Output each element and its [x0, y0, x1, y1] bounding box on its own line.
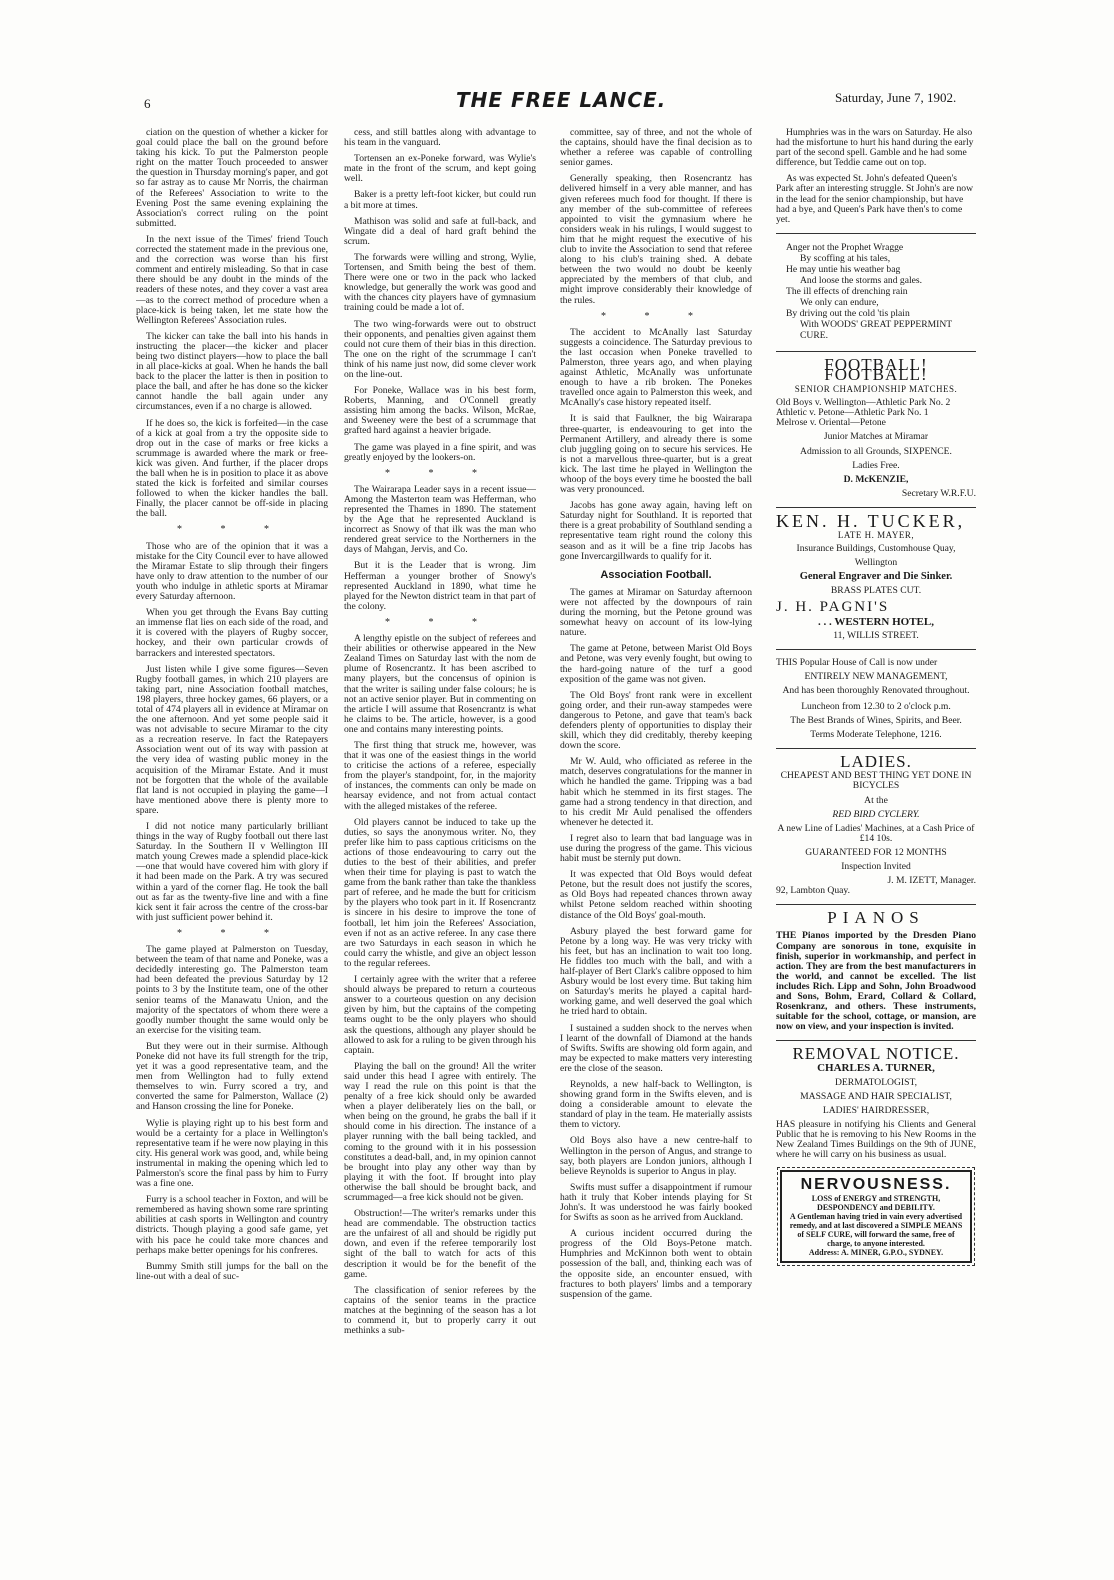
paragraph: Generally speaking, then Rosencrantz has delivered himself in a very able manner, and has given referees much food for thought. If there is any member of the sub-committee of referees appointed to visit the gymnasium where he considers weak in his rulings, I would suggest to him that he might request the executive of his club to invite the Association to send that referee along to his club's training shed. A debate between the two would no doubt be keenly appreciated by the members of that club, and might improve considerably their knowledge of the rules.: [560, 173, 752, 306]
ad-headline: NERVOUSNESS.: [800, 1176, 952, 1194]
paragraph: The kicker can take the ball into his hands in instructing the placer—the kicker and placer being two distinct players—how to place the ball in all place-kicks at goal. When he hands the ball back to the placer the latter is then in position to place the ball, and after he has done so the kicker cannot handle the ball again under any circumstances, even if a no charge is allowed.: [136, 330, 328, 413]
poem-line: With WOODS' GREAT PEPPERMINT CURE.: [800, 318, 952, 341]
pianos-ad: [776, 908, 976, 1033]
paragraph: Tortensen an ex-Poneke forward, was Wylie's mate in the front of the scrum, and kept going well.: [344, 153, 536, 185]
ad-line: ENTIRELY NEW MANAGEMENT,: [804, 670, 948, 682]
paragraph: ciation on the question of whether a kicker for goal could place the ball on the ground before taking his kick. To put the Palmerston people right on the matter Touch proceeded to answer the question in Thursday morning's paper, and got so far astray as to cause Mr Norris, the chairman of the Referees' Association to write to the Evening Post the same evening explaining the Association's correct ruling on the point submitted.: [136, 128, 328, 229]
section-divider: * * *: [385, 616, 495, 628]
paragraph: Obstruction!—The writer's remarks under this head are commendable. The obstruction tactics are the unfairest of all and should be rigidly put down, and even if the referee temporarily lost sight of the ball to watch for acts of this description it would be for the benefit of the game.: [344, 1208, 536, 1280]
ad-line: A Gentleman having tried in vain every advertised remedy, and at last discovered a SIMPLE MEANS of SELF CURE, will forward the same, free of charge, to anyone interested.: [789, 1212, 963, 1249]
ad-headline: J. H. PAGNI'S: [776, 599, 890, 616]
poem-line: By driving out the cold 'tis plain: [786, 307, 910, 319]
ad-line: BRASS PLATES CUT.: [830, 585, 922, 597]
column-4: [776, 128, 976, 1560]
ad-line: And has been thoroughly Renovated throughout.: [782, 684, 970, 696]
section-title: Association Football.: [600, 568, 712, 581]
ad-line: LATE H. MAYER,: [837, 529, 915, 540]
paragraph: Mr W. Auld, who officiated as referee in the match, deserves congratulations for the manner in which he handled the game. Tripping was a bad habit which he stemmed in its first stages. The game had a strong tendency in that direction, and to his credit Mr Auld penalised the offenders whenever he detected it.: [560, 756, 752, 828]
paragraph: As was expected St. John's defeated Queen's Park after an interesting struggle. St John's are now in the lead for the senior championship, but have had a bye, and Queen's Park have then's to come yet.: [776, 173, 974, 225]
paragraph: But it is the Leader that is wrong. Jim Hefferman a younger brother of Snowy's represented Auckland in 1890, what time he played for the Newton district team in that part of the colony.: [344, 560, 536, 612]
paragraph: cess, and still battles along with advantage to his team in the vanguard.: [344, 128, 536, 149]
paragraph: Wylie is playing right up to his best form and would be a certainty for a place in Wellington's representative team if he were now playing in this city. His general work was good, and, while being instrumental in making the opening which led to Palmerston's score the final pass by him to Furry was a fine one.: [136, 1117, 328, 1190]
ad-line: RED BIRD CYCLERY.: [832, 808, 920, 820]
ad-line: Terms Moderate Telephone, 1216.: [810, 729, 942, 741]
divider: [776, 233, 976, 234]
paragraph: The Wairarapa Leader says in a recent issue—Among the Masterton team was Hefferman, who represented the Thames in 1890. The statement by the Age that he represented Auckland is incorrect as Snowy of that ilk was the man who rendered great service to the Northerners in the days of Mahgan, Jervis, and Co.: [344, 483, 536, 556]
ad-line: Inspection Invited: [841, 861, 911, 873]
divider: [776, 904, 976, 905]
section-divider: * * *: [385, 467, 495, 479]
masthead: THE FREE LANCE.: [456, 88, 667, 112]
paragraph: I certainly agree with the writer that a referee should always be prepared to return a courteous answer to a courteous question on any decision given by him, but the captains of the competing teams ought to be the only players who should ask the questions, although any player should be allowed to ask for a ruling to be given through his captain.: [344, 974, 536, 1056]
paragraph: The classification of senior referees by the captains of the senior teams in the practice matches at the beginning of the season has a lot to commend it, but to properly carry it out methinks a sub-: [344, 1284, 536, 1337]
paragraph: The game played at Palmerston on Tuesday, between the team of that name and Poneke, was a decidedly interesting go. The Palmerston team had been defeated the previous Saturday by 12 points to 3 by the Institute team, one of the other senior teams of the Manawatu Union, and the majority of the spectators of whom there were a goodly number thought the same would only be an exercise for the visiting team.: [136, 944, 328, 1036]
ad-line: J. M. IZETT, Manager.: [887, 875, 976, 887]
paragraph: Swifts must suffer a disappointment if rumour hath it truly that Kober intends playing for St John's. It was understood he was fairly booked for Swifts as soon as he arrived from Auckland.: [560, 1181, 752, 1224]
paragraph: Baker is a pretty left-foot kicker, but could run a bit more at times.: [344, 189, 536, 211]
paragraph: committee, say of three, and not the whole of the captains, should have the final decision as to whether a referee was capable of controlling senior games.: [560, 128, 752, 169]
paragraph: The forwards were willing and strong, Wylie, Tortensen, and Smith being the best of them. There were one or two in the pack who lacked knowledge, but generally the work was good and with the chances city players have of gymnasium training could be made a lot of.: [344, 251, 536, 314]
poem-line: The ill effects of drenching rain: [786, 285, 908, 297]
page-header: [0, 0, 1114, 130]
ad-line: At the: [864, 794, 888, 806]
paragraph: Old Boys also have a new centre-half to Wellington in the person of Angus, and strange to say, both players are London juniors, although I believe Reynolds is superior to Angus in play.: [560, 1135, 752, 1177]
poem-line: He may untie his weather bag: [786, 263, 901, 275]
paragraph: For Poneke, Wallace was in his best form, Roberts, Manning, and O'Connell greatly assisting him among the backs. Wilson, McRae, and Sweeney were the best of a scrummage that grafted hard against a heavier brigade.: [344, 385, 536, 437]
ad-text: THE Pianos imported by the Dresden Piano Company are sonorous in tone, exquisite in finish, superior in workmanship, and perfect in action. They are from the best manufacturers in the world, and cannot be excelled. The list includes Rich. Lipp and Sohn, John Broadwood and Sons, Bohm, Erard, Collard & Collard, Rosenkranz, and others. These instruments, suitable for the school, cottage, or mansion, are now on view, and your inspection is invited.: [776, 930, 976, 1033]
paragraph: Jacobs has gone away again, having left on Saturday night for Southland. It is reported that there is a great probability of Southland sending a representative team right round the colony this season and as it will be a fine trip Jacobs has gone Invercargillwards to qualify for it.: [560, 500, 752, 562]
divider: [776, 1040, 976, 1041]
ad-line: 92, Lambton Quay.: [776, 885, 850, 897]
ad-headline: FOOTBALL! FOOTBALL!: [824, 354, 928, 384]
paragraph: The game was played in a fine spirit, and was greatly enjoyed by the lookers-on.: [344, 441, 536, 463]
ad-headline: REMOVAL NOTICE.: [792, 1044, 960, 1064]
section-divider: * * *: [601, 310, 711, 322]
paragraph: I sustained a sudden shock to the nerves when I learnt of the downfall of Diamond at the hands of Swifts. Swifts are showing old form again, and may be expected to make matters very interesting ere the close of the season.: [560, 1022, 752, 1074]
ad-headline: KEN. H. TUCKER,: [776, 510, 966, 531]
paragraph: When you get through the Evans Bay cutting an immense flat lies on each side of the road, and it is covered with the players of Rugby soccer, hockey, and their own particular crowds of barrackers and interested spectators.: [136, 607, 328, 659]
peppermint-poem: [776, 242, 976, 341]
ad-line: GUARANTEED FOR 12 MONTHS: [805, 846, 947, 858]
column-3: [560, 128, 752, 1560]
dateline: Saturday, June 7, 1902.: [835, 90, 957, 105]
poem-line: And loose the storms and gales.: [800, 274, 923, 286]
ad-line: Address: A. MINER, G.P.O., SYDNEY.: [808, 1248, 944, 1258]
ad-line: Junior Matches at Miramar: [823, 431, 929, 443]
ad-line: LOSS of ENERGY and STRENGTH, DESPONDENCY and DEBILITY.: [811, 1194, 941, 1213]
paragraph: The game at Petone, between Marist Old Boys and Petone, was very evenly fought, but owing to the hard-going nature of the turf a good exposition of the game was not given.: [560, 643, 752, 685]
paragraph: Asbury played the best forward game for Petone by a long way. He was very tricky with his feet, but has an inclination to wait too long. He fiddles too much with the ball, and with a half-player of Bert Clark's calibre opposed to him Asbury would be lost every time. But taking him on Saturday's merits he played a capital hard-working game, and well deserved the goal which he tried hard to obtain.: [560, 925, 752, 1018]
ad-line: Old Boys v. Wellington—Athletic Park No. 2: [776, 397, 951, 409]
ad-name: D. McKENZIE,: [843, 473, 909, 485]
paragraph: The games at Miramar on Saturday afternoon were not affected by the downpours of rain during the morning, but the Petone ground was somewhat heavy on account of its low-lying nature.: [560, 586, 752, 639]
divider: [776, 507, 976, 508]
poem-line: Anger not the Prophet Wragge: [786, 241, 904, 253]
ad-line: Admission to all Grounds, SIXPENCE.: [800, 445, 952, 457]
paragraph: I regret also to learn that bad language was in use during the progress of the game. This vicious habit must be sternly put down.: [560, 832, 752, 865]
paragraph: The accident to McAnally last Saturday suggests a coincidence. The Saturday previous to the last occasion when Poneke travelled to Palmerston, three years ago, and when playing against Athletic, McAnally was unfortunate enough to have a rib broken. The Ponekes travelled once again to Palmerston this week, and McAnally's case history repeated itself.: [560, 326, 752, 409]
paragraph: Those who are of the opinion that it was a mistake for the City Council ever to have allowed the Miramar Estate to slip through their fingers have only to draw attention to the number of our youth who indulge in athletic sports at Miramar every Saturday afternoon.: [136, 540, 328, 603]
poem-line: By scoffing at his tales,: [800, 252, 891, 264]
paragraph: If he does so, the kick is forfeited—in the case of a kick at goal from a try the opposite side to drop out in the case of marks or free kicks a scrummage is awarded where the mark or free-kick was given. And further, if the placer drops the ball when he is in position to place it as above stated the kick is forfeited and similar courses followed to when the kicker handles the ball. Finally, the placer cannot be off-side in placing the ball.: [136, 417, 328, 520]
paragraph: Humphries was in the wars on Saturday. He also had the misfortune to hurt his hand during the early part of the second spell. Gamble and he had some difference, but Teddie came out on top.: [776, 128, 974, 169]
ad-line: CHEAPEST AND BEST THING YET DONE IN BICYCLES: [780, 770, 972, 792]
ad-line: 11, WILLIS STREET.: [833, 629, 919, 641]
ad-line: LADIES' HAIRDRESSER,: [822, 1104, 930, 1116]
column-1: [136, 128, 328, 1560]
paragraph: Reynolds, a new half-back to Wellington, is showing grand form in the Swifts eleven, and is doing a considerable amount to elevate the standard of play in the team. He materially assists them to victory.: [560, 1078, 752, 1131]
tucker-ad: [776, 510, 976, 597]
football-ad: [776, 354, 976, 499]
paragraph: But they were out in their surmise. Although Poneke did not have its full strength for the trip, yet it was a good representative team, and the men from Wellington had to fully extend themselves to win. Furry scored a try, and converted the same for Palmerston, Wallace (2) and Hanson crossing the line for Poneke.: [136, 1040, 328, 1113]
paragraph: Playing the ball on the ground! All the writer said under this head I agree with entirely. The way I read the rule on this point is that the penalty of a free kick should only be awarded when a player deliberately lies on the ball, or when being on the ground, he grabs the ball if it should come in his direction. The instance of a player running with the ball being tackled, and coming to the ground with it in his possession constitutes a dead-ball, and, in my opinion cannot be brought into play any other way than by playing it with the foot. If brought into play otherwise the ball should be brought back, and scrummaged—a free kick should not be given.: [344, 1060, 536, 1203]
ad-line: Wellington: [854, 557, 898, 569]
ad-line: Athletic v. Petone—Athletic Park No. 1: [776, 407, 929, 419]
paragraph: The first thing that struck me, however, was that it was one of the easiest things in the world to criticise the actions of a referee, especially from the player's standpoint, for, in the majority of instances, the comments can only be made on hearsay evidence, and not from actual contact with the alleged mistakes of the referee.: [344, 739, 536, 812]
paragraph: A curious incident occurred during the progress of the Old Boys-Petone match. Humphries and McKinnon both went to obtain possession of the ball, and, thinking each was of the opposite side, an encounter ensued, with fractures to both players' limbs and a temporary suspension of the game.: [560, 1228, 752, 1300]
page-number: 6: [144, 96, 151, 111]
ladies-ad: [776, 752, 976, 897]
ad-line: A new Line of Ladies' Machines, at a Cash Price of £14 10s.: [777, 822, 975, 844]
ad-line: Ladies Free.: [852, 459, 900, 471]
divider: [776, 351, 976, 352]
removal-ad: [776, 1044, 976, 1161]
paragraph: In the next issue of the Times' friend Touch corrected the statement made in the previous one, and the correction was worse than his first comment and entirely misleading. So that in case there should be any doubt in the minds of the readers of these notes, and they cover a vast area—as to the correct method of procedure when a place-kick is being taken, let me state how the Wellington Referees' Association rules.: [136, 233, 328, 326]
section-divider: * * *: [177, 927, 287, 939]
ad-line: Secretary W.R.F.U.: [901, 487, 976, 499]
paragraph: Mathison was solid and safe at full-back, and Wingate did a deal of hard graft behind the scrum.: [344, 215, 536, 247]
ad-line: DERMATOLOGIST,: [835, 1076, 917, 1088]
ad-line: Luncheon from 12.30 to 2 o'clock p.m.: [801, 701, 951, 712]
paragraph: Just listen while I give some figures—Seven Rugby football games, in which 210 players are taking part, nine Association football matches, 198 players, three hockey games, 66 players, or a total of 474 players all in evidence at Miramar on the one afternoon. And yet some people said it was not advisable to secure Miramar to the city as a recreation reserve. In fact the Ratepayers Association went out of its way with passion at the very idea of wasting public money in the acquisition of the Miramar Estate. And it must not be forgotten that the whole of the available flat land is not occupied in playing the game—I have mentioned above there is plenty more to spare.: [136, 663, 328, 816]
ad-line: Insurance Buildings, Customhouse Quay,: [796, 543, 956, 555]
pagni-ad: [776, 599, 976, 741]
ad-headline: PIANOS: [827, 908, 925, 928]
paragraph: It is said that Faulkner, the big Wairarapa three-quarter, is endeavouring to get into the Permanent Artillery, and already there is some club juggling going on to secure his services. He is not a marvellous three-quarter, but is a great kick. The last time he played in Wellington the whoop of the boys every time he boosted the ball was very pronounced.: [560, 413, 752, 496]
paragraph: I did not notice many particularly brilliant things in the way of Rugby football out there last Saturday. In the Southern II v Wellington III match young Crewes made a splendid place-kick—one that would have covered him with glory if it had been made on the Park. A try was secured within a yard of the corner flag. He took the ball out as far as the twenty-five line and with a fine kick sent it fair across the centre of the cross-bar with just sufficient power behind it.: [136, 821, 328, 923]
paragraph: The Old Boys' front rank were in excellent going order, and their run-away stampedes were dangerous to Petone, and gave that team's back defenders plenty of opportunities to display their skill, which they did creditably, thereby keeping down the score.: [560, 689, 752, 752]
ad-headline: LADIES.: [840, 752, 912, 772]
divider: [776, 748, 976, 749]
paragraph: A lengthy epistle on the subject of referees and their abilities or otherwise appeared in the New Zealand Times on Saturday last with the nom de plume of Rosencrantz. It has been ascribed to many players, but the concensus of opinion is that the writer is sailing under false colours; he is not an active senior player. But in commenting on the article I will assume that Rosencrantz is what he claims to be. The article, however, is a good one and contains many interesting points.: [344, 633, 536, 735]
ad-line: . . . WESTERN HOTEL,: [818, 615, 934, 628]
section-divider: * * *: [177, 524, 287, 536]
ad-line: THIS Popular House of Call is now under: [776, 656, 938, 668]
paragraph: Furry is a school teacher in Foxton, and will be remembered as having shown some rare sprinting abilities at cash sports in Wellington and country districts. Though playing a good safe game, yet with his pace he could take more chances and perhaps make better openings for his confreres.: [136, 1194, 328, 1256]
paragraph: Bummy Smith still jumps for the ball on the line-out with a deal of suc-: [136, 1260, 328, 1282]
paragraph: It was expected that Old Boys would defeat Petone, but the result does not justify the scores, as Old Boys had repeated chances thrown away whilst Petone seldom reached within shooting distance of the Old Boys' goal-mouth.: [560, 869, 752, 921]
ad-line: The Best Brands of Wines, Spirits, and Beer.: [790, 715, 962, 727]
ad-name: CHARLES A. TURNER,: [817, 1062, 935, 1075]
ad-line: MASSAGE AND HAIR SPECIALIST,: [800, 1090, 952, 1102]
divider: [776, 649, 976, 650]
ad-line: General Engraver and Die Sinker.: [799, 571, 953, 583]
poem-line: We only can endure,: [800, 296, 879, 308]
column-2: [344, 128, 536, 1560]
ad-subhead: SENIOR CHAMPIONSHIP MATCHES.: [794, 384, 958, 395]
nervousness-ad: [780, 1170, 972, 1263]
paragraph: The two wing-forwards were out to obstruct their opponents, and penalties given against them could not cure them of their bias in this direction. The one on the right of the scrummage I can't think of his name just now, did some clever work on the line-out.: [344, 318, 536, 380]
ad-line: Melrose v. Oriental—Petone: [776, 417, 886, 429]
ad-text: HAS pleasure in notifying his Clients and General Public that he is removing to his New Rooms in the New Zealand Times Buildings on the 9th of JUNE, where he will carry on his business as usual.: [776, 1118, 976, 1161]
paragraph: Old players cannot be induced to take up the duties, so says the anonymous writer. No, they prefer like him to pass captious criticisms on the actions of those endeavouring to carry out the duties to the best of their abilities, and prefer when their time for playing is past to watch the game from the bank rather than take the thankless part of referee, and he made the butt for criticism by the players who took part in it. If Rosencrantz is sincere in his desire to improve the tone of football, let him join the Referees' Association, even if not as an active referee. In any case there are two Saturdays in each season in which he could carry the whistle, and give an object lesson to the regular referees.: [344, 816, 536, 969]
